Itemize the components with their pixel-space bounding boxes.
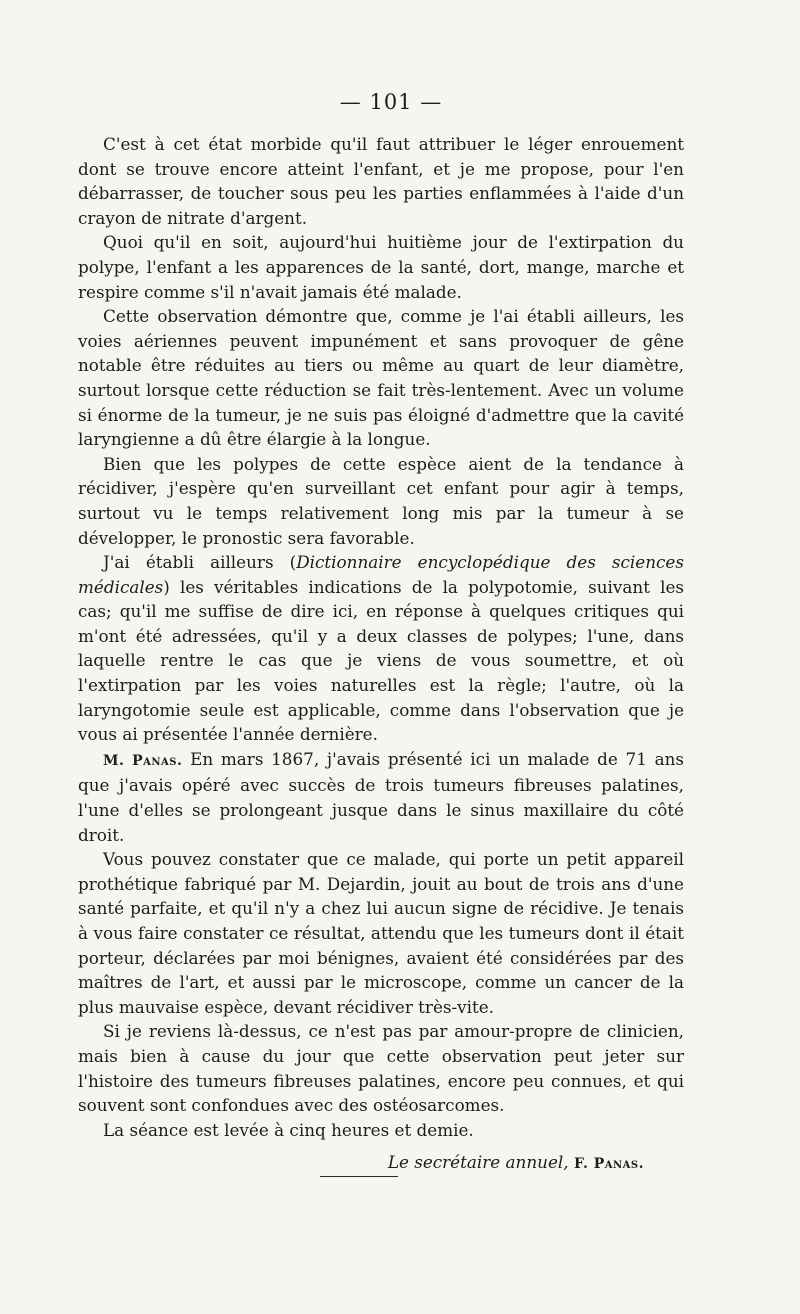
paragraph-5-rest: ) les véritables indications de la polypotomie, suivant les cas; qu'il me suffise de dire ici, en réponse à quelques critiques qui m'ont été adressées, qu'il y a deux classes de polypes; l'une, dans laquelle rentre le cas que je viens de vous soumettre, et où l'extirpation par les voies naturelles est la règle; l'autre, où la laryngotomie seule est applicable, comme dans l'observation que je vous ai présentée l'année dernière. — [78, 576, 684, 745]
end-rule — [320, 1176, 398, 1177]
signature-name: F. Panas. — [573, 1156, 644, 1173]
paragraph-4: Bien que les polypes de cette espèce aient de la tendance à récidiver, j'espère qu'en surveillant cet enfant pour agir à temps, surtout vu le temps relativement long mis par la tumeur à se développer, le pronostic sera favorable. — [78, 453, 684, 548]
page-number: — 101 — — [339, 90, 443, 114]
paragraph-7: Vous pouvez constater que ce malade, qui porte un petit appareil prothétique fabriqué par M. Dejardin, jouit au bout de trois ans d'une santé parfaite, et qu'il n'y a chez lui aucun signe de récidive. Je tenais à vous faire constater ce résultat, attendu que les tumeurs dont il était porteur, déclarées par moi bénignes, avaient été considérées par des maîtres de l'art, et aussi par le microscope, comme un cancer de la plus mauvaise espèce, devant récidiver très-vite. — [78, 849, 684, 1017]
closing-line: La séance est levée à cinq heures et demie. — [103, 1119, 474, 1140]
paragraph-6-text: En mars 1867, j'avais présenté ici un malade de 71 ans que j'avais opéré avec succès de trois tumeurs fibreuses palatines, l'une d'elles se prolongeant jusque dans le sinus maxillaire du côté droit. — [78, 748, 684, 845]
speaker-name: M. Panas. — [103, 752, 183, 769]
signature-role: Le secrétaire annuel, — [387, 1152, 569, 1173]
paragraph-1: C'est à cet état morbide qu'il faut attribuer le léger enrouement dont se trouve encore atteint l'enfant, et je me propose, pour l'en débarrasser, de toucher sous peu les parties enflammées à l'aide d'un crayon de nitrate d'argent. — [78, 134, 684, 228]
paragraph-5 — [78, 550, 684, 747]
paragraph-3: Cette observation démontre que, comme je l'ai établi ailleurs, les voies aériennes peuvent impunément et sans provoquer de gêne notable être réduites au tiers ou même au quart de leur diamètre, surtout lorsque cette réduction se fait très-lentement. Avec un volume si énorme de la tumeur, je ne suis pas éloigné d'admettre que la cavité laryngienne a dû être élargie à la longue. — [78, 306, 684, 450]
paragraph-6 — [78, 747, 684, 847]
paragraph-5-lead: J'ai établi ailleurs ( — [103, 552, 297, 573]
paragraph-2: Quoi qu'il en soit, aujourd'hui huitième jour de l'extirpation du polype, l'enfant a les apparences de la santé, dort, mange, marche et respire comme s'il n'avait jamais été malade. — [78, 232, 684, 302]
page-body — [78, 90, 684, 1177]
signature — [78, 1150, 684, 1177]
dictionary-citation: Dictionnaire encyclopédique des sciences médicales — [78, 552, 684, 597]
paragraph-8: Si je reviens là-dessus, ce n'est pas par amour-propre de clinicien, mais bien à cause du jour que cette observation peut jeter sur l'histoire des tumeurs fibreuses palatines, encore peu connues, et qui souvent sont confondues avec des ostéosarcomes. — [78, 1021, 684, 1116]
